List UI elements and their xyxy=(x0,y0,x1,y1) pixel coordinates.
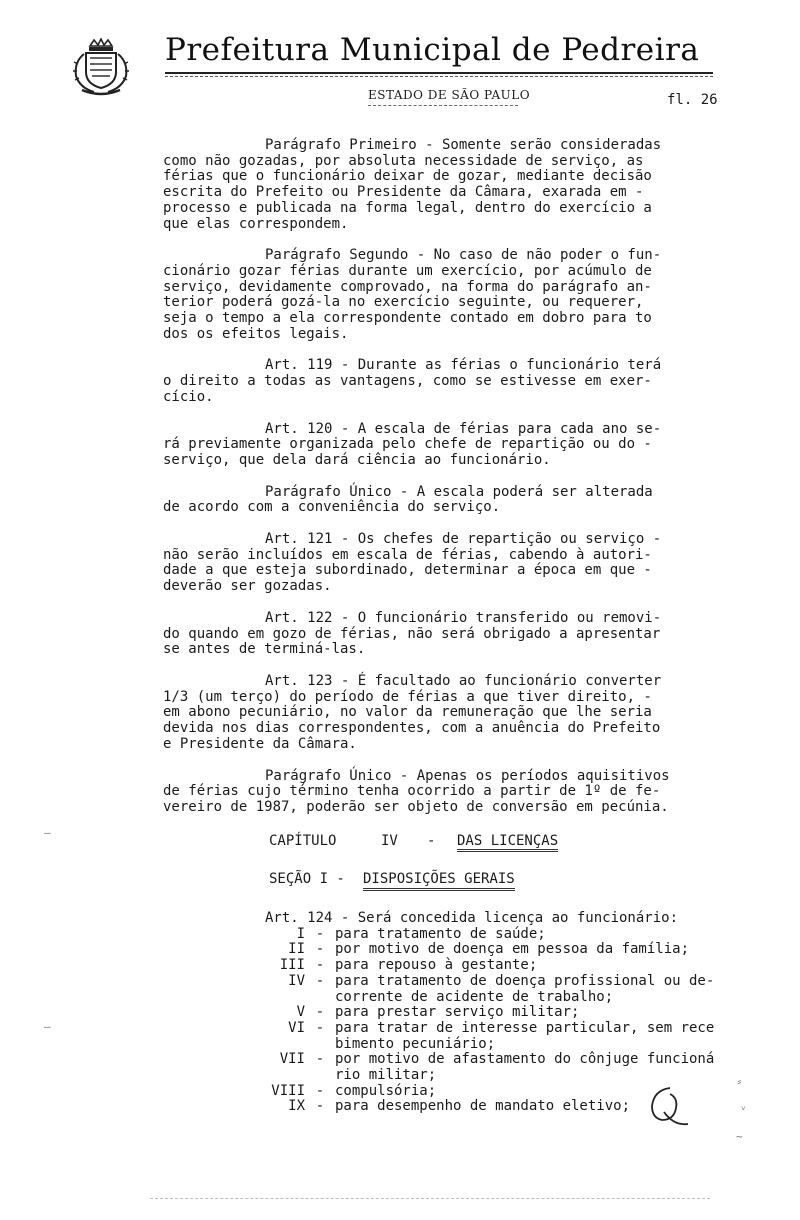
list-item xyxy=(163,1099,723,1115)
paragraph-line: deverão ser gozadas. xyxy=(163,578,332,595)
paragraph-line: cionário gozar férias durante um exercício, por acúmulo de xyxy=(163,262,652,279)
paragraph-line: processo e publicada na forma legal, dentro do exercício a xyxy=(163,199,652,216)
list-item-number: IV xyxy=(288,972,305,989)
list-item xyxy=(163,1021,723,1037)
list-item-text: compulsória; xyxy=(335,1082,437,1099)
margin-mark: ᵥ xyxy=(740,1100,747,1113)
paragraph-line: terior poderá gozá-la no exercício seguinte, ou requerer, xyxy=(163,294,644,311)
section-label: SEÇÃO I - xyxy=(269,871,345,888)
list-item-number: III xyxy=(279,957,305,974)
paragraph xyxy=(163,422,723,469)
chapter-dash: - xyxy=(427,832,436,849)
list-item-dash: - xyxy=(315,1082,325,1099)
margin-mark: ~ xyxy=(736,1130,743,1143)
paragraph-line: vereiro de 1987, poderão ser objeto de conversão em pecúnia. xyxy=(163,798,669,815)
letterhead-title: Prefeitura Municipal de Pedreira xyxy=(165,32,700,68)
document-body xyxy=(163,138,723,1115)
paragraph-line: Parágrafo Primeiro - Somente serão consideradas xyxy=(265,137,662,153)
list-item xyxy=(163,990,723,1006)
paragraph-line: seja o tempo a ela correspondente contado em dobro para to xyxy=(163,310,652,327)
paragraph-line: de férias cujo término tenha ocorrido a partir de 1º de fe- xyxy=(163,783,661,800)
list-item-dash xyxy=(305,1068,335,1084)
chapter-label: CAPÍTULO xyxy=(269,832,337,849)
list-item-number: VIII xyxy=(271,1082,305,1099)
paragraph-line: do quando em gozo de férias, não será obrigado a apresentar xyxy=(163,625,661,642)
margin-mark: — xyxy=(44,826,51,839)
letterhead-rule-dashed xyxy=(165,76,713,77)
list-item-number: II xyxy=(288,941,305,958)
list-item-text: para prestar serviço militar; xyxy=(335,1004,580,1021)
list-item-number xyxy=(163,1037,305,1053)
section-title: DISPOSIÇÕES GERAIS xyxy=(363,872,515,891)
list-item xyxy=(163,1005,723,1021)
list-item-text: para tratamento de saúde; xyxy=(335,925,546,942)
paragraph-line: em abono pecuniário, no valor da remuneração que lhe seria xyxy=(163,704,652,721)
paragraph-line: escrita do Prefeito ou Presidente da Câmara, exarada em - xyxy=(163,184,644,201)
list-item-dash: - xyxy=(315,1098,325,1115)
paragraph-line: de acordo com a conveniência do serviço. xyxy=(163,499,501,516)
margin-mark: ⸗ xyxy=(736,1075,743,1088)
list-item-number: IX xyxy=(288,1098,305,1115)
paragraph xyxy=(163,532,723,595)
signature-initials xyxy=(640,1082,696,1130)
paragraph-line: serviço, devidamente comprovado, na forma do parágrafo an- xyxy=(163,278,652,295)
list-item-dash: - xyxy=(315,1004,325,1021)
paragraphs xyxy=(163,138,723,816)
list-item-dash: - xyxy=(315,957,325,974)
list-item-number: VII xyxy=(279,1051,305,1068)
state-underline xyxy=(368,105,518,106)
list-item-number: VI xyxy=(288,1019,305,1036)
paragraph xyxy=(163,611,723,658)
list-item xyxy=(163,1068,723,1084)
paragraph-line: dos os efeitos legais. xyxy=(163,325,349,342)
chapter-number: IV xyxy=(381,832,398,849)
paragraph xyxy=(163,248,723,342)
paragraph xyxy=(163,138,723,232)
list-item-text: para desempenho de mandato eletivo; xyxy=(335,1098,631,1115)
paragraph-line: rá previamente organizada pelo chefe de repartição ou do - xyxy=(163,436,652,453)
paragraph-line: como não gozadas, por absoluta necessidade de serviço, as xyxy=(163,152,644,169)
list-item-dash xyxy=(305,1037,335,1053)
folio-number: fl. 26 xyxy=(667,92,718,108)
list-item-text: para repouso à gestante; xyxy=(335,957,538,974)
paragraph-line: Art. 122 - O funcionário transferido ou removi- xyxy=(265,609,662,626)
chapter-heading xyxy=(163,834,723,853)
page-bottom-noise xyxy=(150,1198,710,1199)
article-124-items xyxy=(163,927,723,1115)
list-item-text: para tratar de interesse particular, sem rece xyxy=(335,1019,715,1036)
article-124-lead: Art. 124 - Será concedida licença ao funcionário: xyxy=(265,910,679,927)
list-item xyxy=(163,927,723,943)
list-item-text: por motivo de doença em pessoa da família; xyxy=(335,941,690,958)
list-item xyxy=(163,1052,723,1068)
list-item-dash: - xyxy=(315,972,325,989)
list-item-number: V xyxy=(296,1004,305,1021)
paragraph-line: não serão incluídos em escala de férias, cabendo à autori- xyxy=(163,546,652,563)
list-item-text: bimento pecuniário; xyxy=(335,1035,496,1052)
list-item xyxy=(163,974,723,990)
paragraph-line: férias que o funcionário deixar de gozar, mediante decisão xyxy=(163,168,652,185)
paragraph-line: que elas correspondem. xyxy=(163,215,349,232)
list-item-dash xyxy=(305,990,335,1006)
list-item xyxy=(163,942,723,958)
paragraph-line: e Presidente da Câmara. xyxy=(163,735,357,752)
list-item-dash: - xyxy=(315,925,325,942)
paragraph-line: Art. 119 - Durante as férias o funcionário terá xyxy=(265,357,662,374)
paragraph-line: Parágrafo Único - A escala poderá ser alterada xyxy=(265,483,653,500)
paragraph xyxy=(163,674,723,753)
list-item-number xyxy=(163,990,305,1006)
chapter-title: DAS LICENÇAS xyxy=(457,834,558,853)
list-item-dash: - xyxy=(315,1019,325,1036)
letterhead-state: ESTADO DE SÃO PAULO xyxy=(368,88,531,102)
paragraph-line: Parágrafo Segundo - No caso de não poder o fun- xyxy=(265,247,662,264)
paragraph-line: serviço, que dela dará ciência ao funcionário. xyxy=(163,451,551,468)
section-heading xyxy=(163,872,723,891)
list-item xyxy=(163,1037,723,1053)
paragraph-line: se antes de terminá-las. xyxy=(163,641,366,658)
list-item-text: rio militar; xyxy=(335,1067,437,1084)
paragraph-line: Art. 121 - Os chefes de repartição ou serviço - xyxy=(265,531,662,548)
list-item-number xyxy=(163,1068,305,1084)
paragraph-line: cício. xyxy=(163,388,214,405)
paragraph-line: 1/3 (um terço) do período de férias a que tiver direito, - xyxy=(163,688,652,705)
paragraph xyxy=(163,358,723,405)
list-item-dash: - xyxy=(315,1051,325,1068)
list-item-text: corrente de acidente de trabalho; xyxy=(335,988,614,1005)
paragraph-line: Parágrafo Único - Apenas os períodos aquisitivos xyxy=(265,767,670,784)
paragraph xyxy=(163,485,723,516)
list-item xyxy=(163,1084,723,1100)
paragraph-line: Art. 120 - A escala de férias para cada ano se- xyxy=(265,420,662,437)
paragraph-line: dade a que esteja subordinado, determinar a época em que - xyxy=(163,562,652,579)
paragraph-line: devida nos dias correspondentes, com a anuência do Prefeito xyxy=(163,720,661,737)
paragraph xyxy=(163,769,723,816)
paragraph-line: o direito a todas as vantagens, como se estivesse em exer- xyxy=(163,373,652,390)
list-item-text: para tratamento de doença profissional ou de- xyxy=(335,972,715,989)
list-item-text: por motivo de afastamento do cônjuge funcioná xyxy=(335,1051,715,1068)
article-124 xyxy=(163,911,723,1115)
letterhead-rule xyxy=(165,72,713,74)
list-item-dash: - xyxy=(315,941,325,958)
list-item-number: I xyxy=(296,925,305,942)
municipal-crest-icon xyxy=(70,38,132,98)
list-item xyxy=(163,958,723,974)
margin-mark: — xyxy=(44,1020,51,1033)
paragraph-line: Art. 123 - É facultado ao funcionário converter xyxy=(265,672,662,689)
